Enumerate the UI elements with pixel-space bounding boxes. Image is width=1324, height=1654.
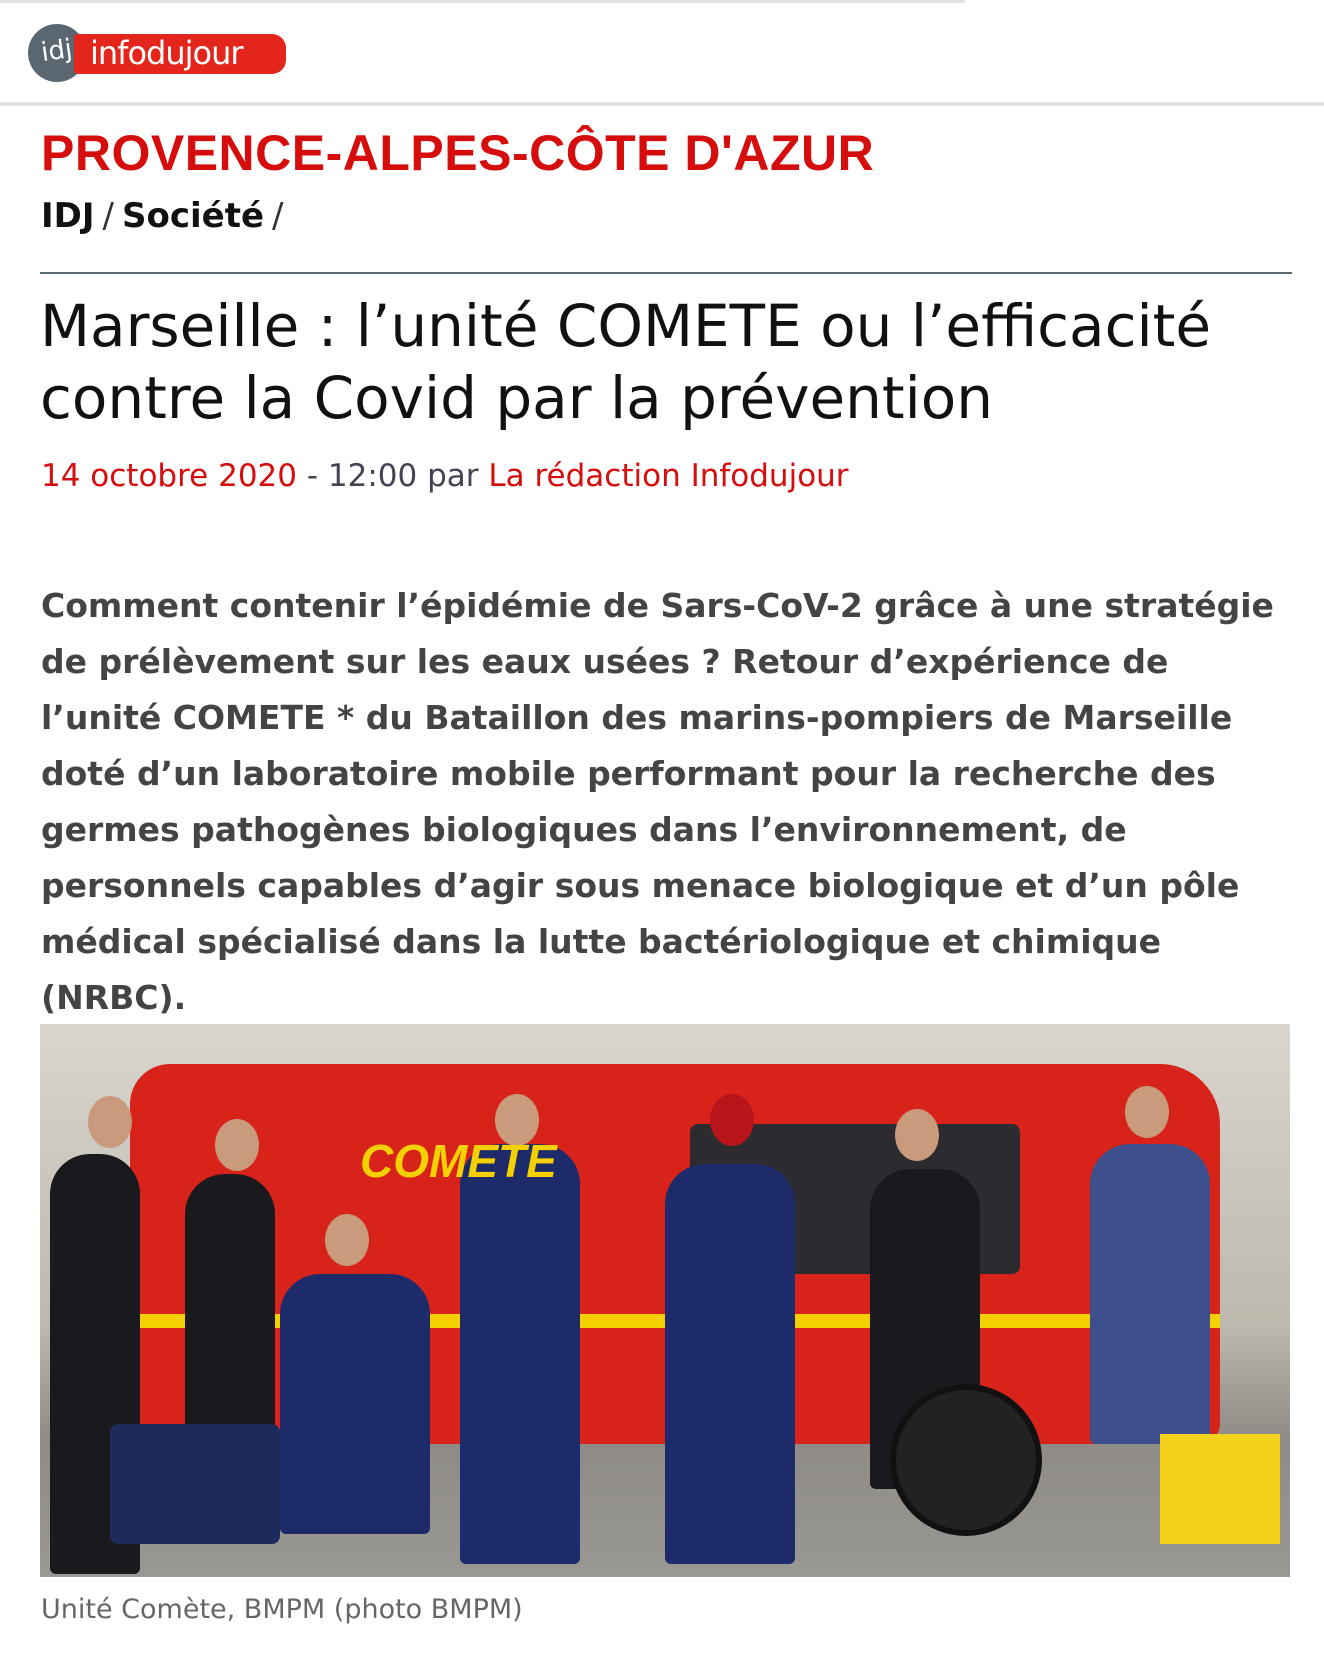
photo-head [895, 1109, 939, 1161]
photo-fan [890, 1384, 1042, 1536]
photo-person [280, 1274, 430, 1534]
photo-person [1090, 1144, 1210, 1444]
logo-wordmark: infodujour [74, 34, 286, 74]
photo-helmet [710, 1094, 754, 1146]
header-divider [0, 102, 1324, 106]
photo-case [110, 1424, 280, 1544]
article-time: - 12:00 par [306, 458, 479, 494]
breadcrumb-separator: / [102, 196, 114, 236]
breadcrumb-idj[interactable]: IDJ [41, 196, 95, 236]
site-logo[interactable] [28, 22, 288, 84]
photo-person [460, 1144, 580, 1564]
article-meta [41, 458, 849, 494]
top-border [0, 0, 965, 3]
photo-person [185, 1174, 275, 1454]
article-title: Marseille : l’unité COMETE ou l’efficacité contre la Covid par la prévention [40, 292, 1212, 432]
title-divider [40, 272, 1292, 274]
photo-caption: Unité Comète, BMPM (photo BMPM) [41, 1594, 523, 1625]
photo-head [325, 1214, 369, 1266]
photo-head [215, 1119, 259, 1171]
logo-badge: idj [24, 20, 90, 86]
breadcrumb-separator: / [272, 196, 284, 236]
photo-van-text: COMETE [360, 1135, 557, 1187]
breadcrumb-societe[interactable]: Société [122, 196, 265, 236]
article-lead: Comment contenir l’épidémie de Sars-CoV-2 grâce à une stratégie de prélèvement sur les eaux usées ? Retour d’expérience de l’unité COMETE * du Bataillon des marins-pompiers de Marseille doté d’un laboratoire mobile performant pour la recherche des germes pathogènes biologiques dans l’environnement, de personnels capables d’agir sous menace biologique et d’un pôle médical spécialisé dans la lutte bactériologique et chimique (NRBC). [41, 586, 1274, 1017]
article-author[interactable]: La rédaction Infodujour [488, 458, 849, 494]
photo-person [665, 1164, 795, 1564]
photo-head [88, 1096, 132, 1148]
photo-heater [1160, 1434, 1280, 1544]
article-date: 14 octobre 2020 [41, 458, 297, 494]
photo-head [1125, 1086, 1169, 1138]
breadcrumb [41, 196, 292, 236]
region-title[interactable]: PROVENCE-ALPES-CÔTE D'AZUR [41, 125, 875, 181]
article-photo [40, 1024, 1290, 1577]
